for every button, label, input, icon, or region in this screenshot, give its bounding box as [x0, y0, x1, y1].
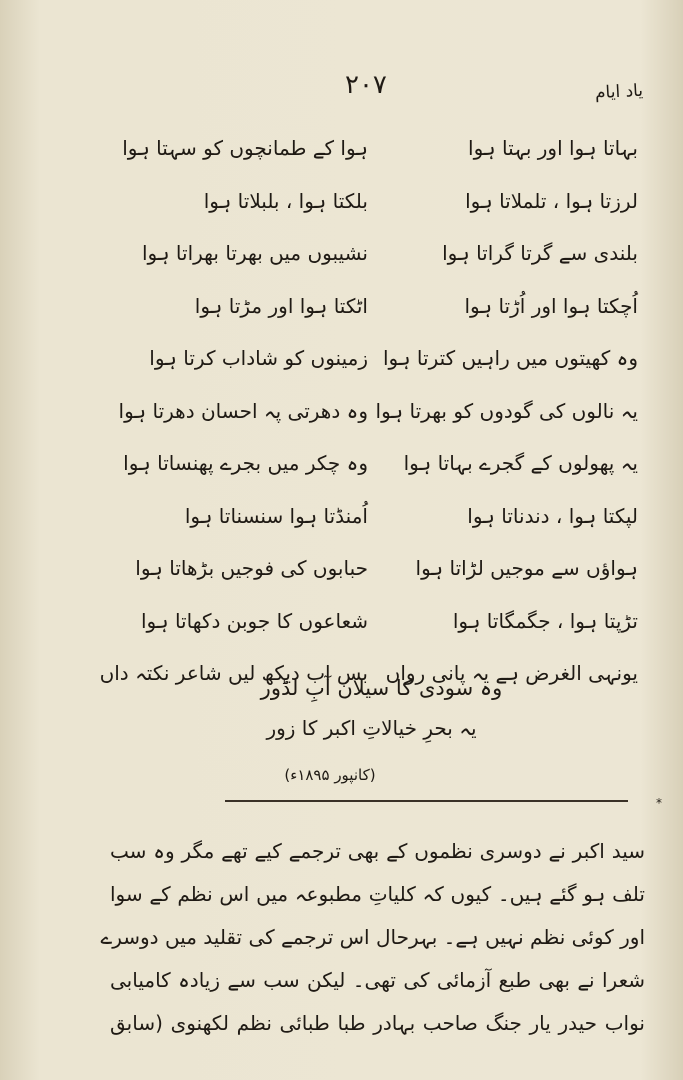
- hemistich-second: بس اب دیکھ لیں شاعر نکتہ داں: [99, 661, 368, 686]
- commentary-line: نواب حیدر یار جنگ صاحب بہادر طبا طبائی نظم لکھنوی (سابق: [110, 1011, 645, 1035]
- section-divider: [225, 800, 628, 802]
- hemistich-second: وہ چکر میں بجرے پھنساتا ہوا: [123, 451, 368, 476]
- couplet: [118, 280, 638, 333]
- hemistich-first: لپکتا ہوا ، دندناتا ہوا: [467, 503, 638, 528]
- couplet: [118, 595, 638, 648]
- hemistich-first: لرزتا ہوا ، تلملاتا ہوا: [465, 188, 638, 213]
- hemistich-first: یہ نالوں کی گودوں کو بھرتا ہوا: [375, 398, 638, 423]
- couplet: [118, 175, 638, 228]
- hemistich-second: نشیبوں میں بھرتا بھراتا ہوا: [141, 241, 368, 266]
- page-number: ۲۰۷: [345, 70, 387, 100]
- poem: [99, 122, 638, 700]
- place-date: (کانپور ۱۸۹۵ء): [284, 766, 376, 784]
- closing-line-1: وہ سودی کا سیلان آبِ لڈور: [260, 676, 503, 700]
- hemistich-first: تڑپتا ہوا ، جگمگاتا ہوا: [452, 608, 638, 633]
- hemistich-first: یہ پھولوں کے گجرے بہاتا ہوا: [403, 451, 638, 476]
- couplet: [118, 542, 638, 595]
- hemistich-first: وہ کھیتوں میں راہیں کترتا ہوا: [382, 346, 638, 371]
- hemistich-second: اُمنڈتا ہوا سنسناتا ہوا: [184, 503, 368, 528]
- hemistich-second: اٹکتا ہوا اور مڑتا ہوا: [194, 293, 368, 318]
- couplet: [118, 437, 638, 490]
- hemistich-first: اُچکتا ہوا اور اُڑتا ہوا: [464, 293, 638, 318]
- hemistich-second: زمینوں کو شاداب کرتا ہوا: [149, 346, 368, 371]
- hemistich-second: ہوا کے طمانچوں کو سہتا ہوا: [122, 136, 368, 161]
- couplet: [118, 385, 638, 438]
- commentary-line: اور کوئی نظم نہیں ہے۔ بہرحال اس ترجمے کی تقلید میں دوسرے: [100, 925, 645, 949]
- hemistich-first: بلندی سے گرتا گراتا ہوا: [442, 241, 638, 266]
- couplet: [118, 227, 638, 280]
- commentary-paragraph: [100, 830, 645, 1045]
- hemistich-first: یونہی الغرض ہے یہ پانی رواں: [385, 661, 638, 686]
- hemistich-first: بہاتا ہوا اور بہتا ہوا: [468, 136, 638, 161]
- commentary-line: شعرا نے بھی طبع آزمائی کی تھی۔ لیکن سب سے زیادہ کامیابی: [110, 968, 645, 992]
- couplet: [118, 490, 638, 543]
- running-header: یاد ایام: [594, 80, 644, 104]
- hemistich-first: ہواؤں سے موجیں لڑاتا ہوا: [415, 556, 638, 581]
- closing-couplet: [0, 676, 683, 740]
- couplet: [118, 332, 638, 385]
- hemistich-second: وہ دھرتی پہ احسان دھرتا ہوا: [118, 398, 368, 423]
- commentary-line: سید اکبر نے دوسری نظموں کے بھی ترجمے کیے تھے مگر وہ سب: [110, 839, 645, 863]
- couplet: [118, 122, 638, 175]
- hemistich-second: بلکتا ہوا ، بلبلاتا ہوا: [203, 188, 368, 213]
- closing-line-2: یہ بحرِ خیالاتِ اکبر کا زور: [266, 716, 477, 740]
- margin-asterisk-mark: *: [656, 796, 662, 810]
- hemistich-second: حبابوں کی فوجیں بڑھاتا ہوا: [135, 556, 368, 581]
- hemistich-second: شعاعوں کا جوبن دکھاتا ہوا: [141, 608, 368, 633]
- commentary-line: تلف ہو گئے ہیں۔ کیوں کہ کلیاتِ مطبوعہ میں اس نظم کے سوا: [110, 882, 645, 906]
